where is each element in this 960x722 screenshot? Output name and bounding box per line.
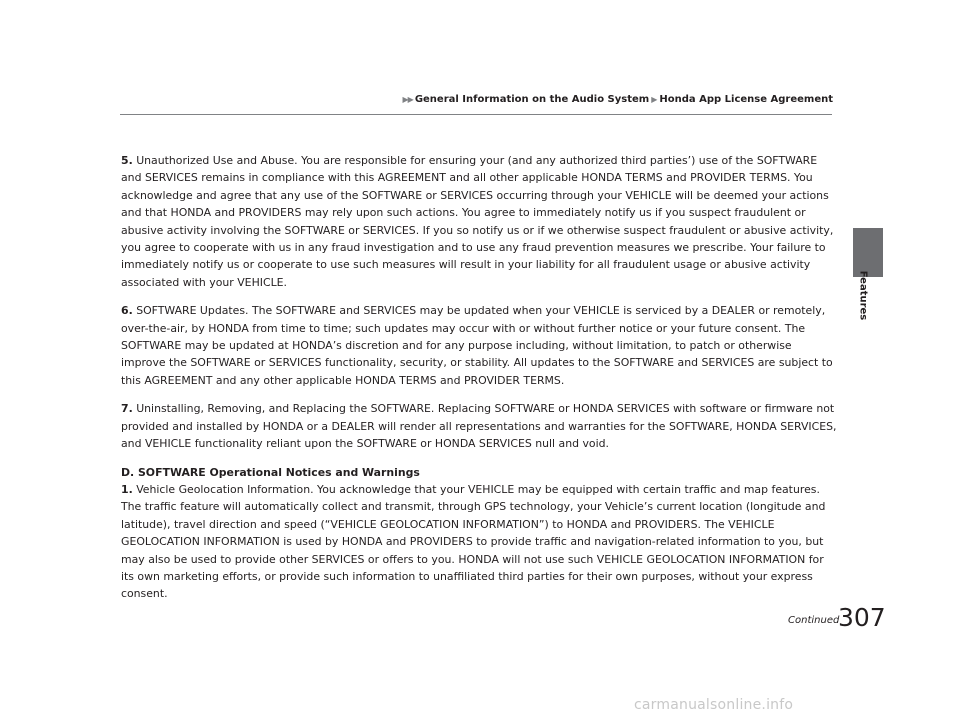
paragraph-text: Uninstalling, Removing, and Replacing the SOFTWARE. Replacing SOFTWARE or HONDA SERVICES with software or firmware not provided and installed by HONDA or a DEALER will render all representations and warranties for the SOFTWARE, HONDA SERVICES, and VEHICLE functionality reliant upon the SOFTWARE or HONDA SERVICES null and void. [121, 402, 837, 451]
paragraph-text: Vehicle Geolocation Information. You acknowledge that your VEHICLE may be equipped with certain traffic and map features. The traffic feature will automatically collect and transmit, through GPS technology, your Vehicle’s current location (longitude and latitude), travel direction and speed (“VEHICLE GEOLOCATION INFORMATION”) to HONDA and PROVIDERS. The VEHICLE GEOLOCATION INFORMATION is used by HONDA and PROVIDERS to provide traffic and navigation-related information to you, but may also be used to provide other SERVICES or offers to you. HONDA will not use such VEHICLE GEOLOCATION INFORMATION for its own marketing efforts, or provide such information to unaffiliated third parties for their own purposes, without your express consent. [121, 482, 826, 601]
paragraph-7 [121, 400, 837, 452]
paragraph-text: SOFTWARE Updates. The SOFTWARE and SERVICES may be updated when your VEHICLE is serviced by a DEALER or remotely, over-the-air, by HONDA from time to time; such updates may occur with or without further notice or your future consent. The SOFTWARE may be updated at HONDA’s discretion and for any purpose including, without limitation, to patch or otherwise improve the SOFTWARE or SERVICES functionality, security, or stability. All updates to the SOFTWARE and SERVICES are subject to this AGREEMENT and any other applicable HONDA TERMS and PROVIDER TERMS. [121, 304, 833, 387]
section-heading: D. SOFTWARE Operational Notices and Warnings [121, 465, 420, 479]
breadcrumb-item-license-agreement[interactable]: Honda App License Agreement [659, 94, 833, 105]
watermark: carmanualsonline.info [634, 697, 794, 713]
paragraph-d1 [121, 481, 837, 603]
double-arrow-icon: ▶▶ [402, 95, 413, 104]
paragraph-number: 5. [121, 154, 133, 167]
breadcrumb [403, 94, 834, 105]
paragraph-6 [121, 302, 837, 389]
side-section-label [855, 260, 873, 320]
document-body [121, 152, 837, 614]
arrow-right-icon: ▶ [651, 95, 658, 104]
continued-label: Continued [788, 615, 840, 626]
paragraph-5 [121, 152, 837, 291]
page-number: 307 [838, 603, 886, 632]
paragraph-number: 7. [121, 402, 133, 416]
header-divider [120, 114, 832, 115]
paragraph-text: Unauthorized Use and Abuse. You are responsible for ensuring your (and any authorized third parties’) use of the SOFTWARE and SERVICES remains in compliance with this AGREEMENT and all other applicable HONDA TERMS and PROVIDER TERMS. You acknowledge and agree that any use of the SOFTWARE or SERVICES occurring through your VEHICLE will be deemed your actions and that HONDA and PROVIDERS may rely upon such actions. You agree to immediately notify us if you suspect fraudulent or abusive activity involving the SOFTWARE or SERVICES. If you so notify us or if we otherwise suspect fraudulent or abusive activity, you agree to cooperate with us in any fraud investigation and to use any fraud prevention measures we prescribe. Your failure to immediately notify us or cooperate to use such measures will result in your liability for all fraudulent usage or abusive activity associated with your VEHICLE. [121, 154, 834, 289]
breadcrumb-item-audio-system[interactable]: General Information on the Audio System [414, 94, 650, 105]
side-section-label-text: Features [857, 270, 869, 321]
paragraph-number: 6. [121, 304, 133, 318]
paragraph-number: 1. [121, 482, 133, 496]
